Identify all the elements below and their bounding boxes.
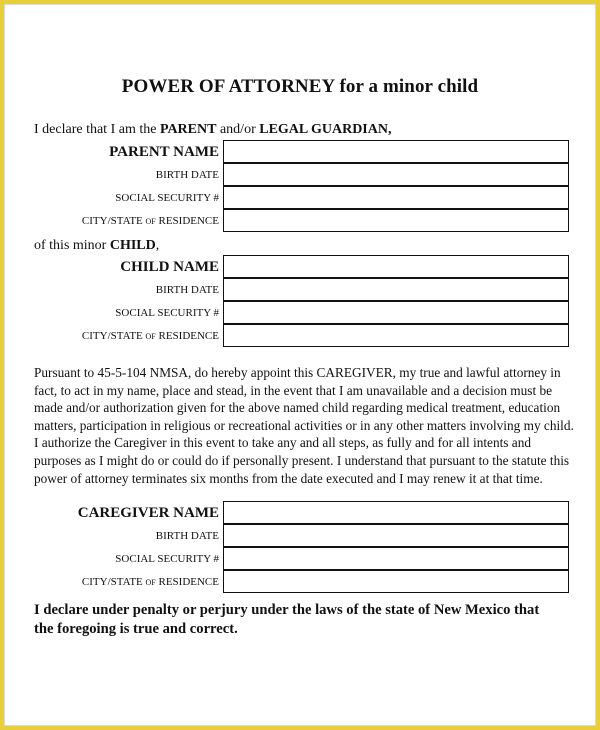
child-name-field[interactable] [223, 255, 569, 278]
paragraph-line: matters, participation in religious or recreational activities or in any other matters involving my child. [34, 417, 574, 433]
parent-city-field[interactable] [223, 209, 569, 232]
declaration-line: I declare under penalty or perjury under the laws of the state of New Mexico that [34, 602, 540, 618]
caregiver-ssn-label: SOCIAL SECURITY # [115, 553, 219, 565]
paragraph-line: made and/or authorization given for the above named child regarding medical treatment, education [34, 400, 561, 416]
body-paragraph [34, 364, 574, 487]
child-city-field[interactable] [223, 324, 569, 347]
child-ssn-row [0, 301, 600, 324]
intro-line [34, 122, 391, 138]
child-intro-suffix: , [155, 238, 160, 253]
child-ssn-label: SOCIAL SECURITY # [115, 307, 219, 319]
intro-mid: and/or [216, 122, 260, 137]
paragraph-line: fact, to act in my name, place and stead, in the event that I am unavailable and a decision must be [34, 382, 553, 398]
caregiver-ssn-field[interactable] [223, 547, 569, 570]
child-ssn-field[interactable] [223, 301, 569, 324]
child-birth-label: BIRTH DATE [155, 284, 219, 296]
caregiver-birth-label: BIRTH DATE [155, 530, 219, 542]
child-word: CHILD [109, 238, 156, 253]
parent-name-label: PARENT NAME [109, 144, 219, 160]
parent-birth-label: BIRTH DATE [155, 169, 219, 181]
declaration [34, 601, 574, 639]
declaration-line: the foregoing is true and correct. [34, 621, 238, 637]
parent-name-field[interactable] [223, 140, 569, 163]
parent-word: PARENT [159, 122, 217, 137]
parent-name-row [0, 140, 600, 163]
child-intro-prefix: of this minor [34, 238, 110, 253]
caregiver-birth-field[interactable] [223, 524, 569, 547]
caregiver-ssn-row [0, 547, 600, 570]
intro-prefix: I declare that I am the [34, 122, 160, 137]
parent-ssn-row [0, 186, 600, 209]
parent-birth-row [0, 163, 600, 186]
child-name-row [0, 255, 600, 278]
child-city-label: CITY/STATE of RESIDENCE [81, 330, 219, 342]
caregiver-name-row [0, 501, 600, 524]
caregiver-city-label: CITY/STATE of RESIDENCE [81, 576, 219, 588]
paragraph-line: Pursuant to 45-5-104 NMSA, do hereby appoint this CAREGIVER, my true and lawful attorney in [34, 365, 561, 380]
caregiver-city-field[interactable] [223, 570, 569, 593]
child-birth-row [0, 278, 600, 301]
paragraph-line: purposes as I might do or could do if personally present. I understand that pursuant to the statute this [34, 452, 570, 468]
caregiver-birth-row [0, 524, 600, 547]
parent-ssn-field[interactable] [223, 186, 569, 209]
paragraph-line: I authorize the Caregiver in this event to take any and all steps, as fully and for all intents and [34, 435, 532, 451]
caregiver-city-row [0, 570, 600, 593]
child-intro-line [34, 238, 159, 254]
caregiver-name-label: CAREGIVER NAME [77, 505, 219, 521]
parent-city-label: CITY/STATE of RESIDENCE [81, 215, 219, 227]
child-city-row [0, 324, 600, 347]
caregiver-name-field[interactable] [223, 501, 569, 524]
child-birth-field[interactable] [223, 278, 569, 301]
child-name-label: CHILD NAME [120, 259, 219, 275]
guardian-word: LEGAL GUARDIAN, [259, 122, 392, 137]
parent-city-row [0, 209, 600, 232]
document-title: POWER OF ATTORNEY for a minor child [121, 76, 479, 97]
parent-ssn-label: SOCIAL SECURITY # [115, 192, 219, 204]
parent-birth-field[interactable] [223, 163, 569, 186]
paragraph-line: power of attorney terminates six months from the date executed and I may renew it at that time. [34, 470, 543, 486]
